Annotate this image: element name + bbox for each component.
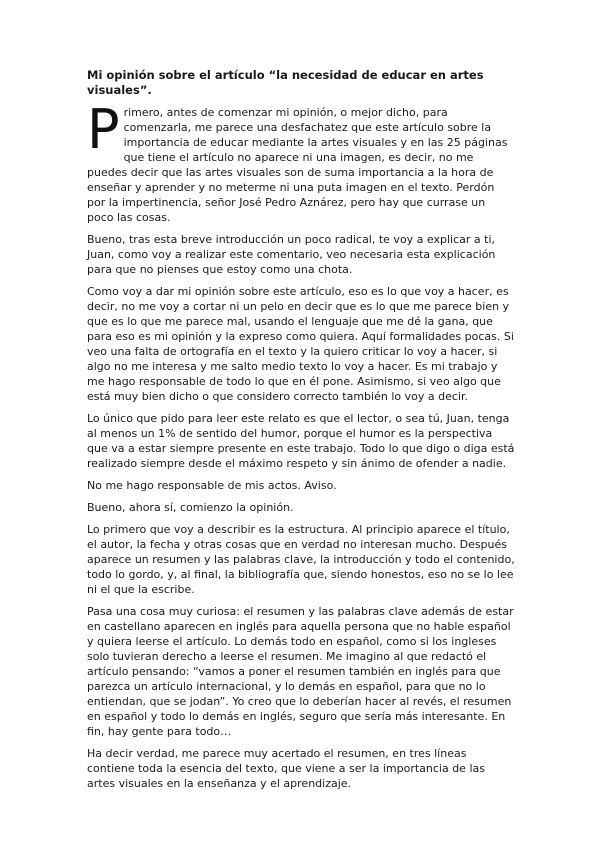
drop-cap-letter: P	[87, 98, 120, 161]
body-paragraph: No me hago responsable de mis actos. Aviso.	[87, 479, 337, 492]
body-paragraph: Ha decir verdad, me parece muy acertado el resumen, en tres líneas contiene toda la esencia del texto, que viene a ser la importancia de las artes visuales en la enseñanza y el aprendizaje.	[87, 747, 485, 790]
document-title: Mi opinión sobre el artículo “la necesidad de educar en artes visuales”.	[87, 68, 484, 97]
body-paragraph: Lo primero que voy a describir es la estructura. Al principio aparece el título, el autor, la fecha y otras cosas que en verdad no interesan mucho. Después aparece un resumen y las palabras clave, la introducción y todo el contenido, todo lo gordo, y, al final, la bibliografía que, siendo honestos, eso no se lo lee ni el que la escribe.	[87, 523, 515, 596]
body-paragraph: Pasa una cosa muy curiosa: el resumen y las palabras clave además de estar en castellano aparecen en inglés para aquella persona que no hable español y quiera leerse el artículo. Lo demás todo en español, como si los ingleses solo tuvieran derecho a leerse el resumen. Me imagino al que redactó el artículo pensando: “vamos a poner el resumen también en inglés para que parezca un artículo internacional, y lo demás en español, para que no lo entiendan, que se jodan”. Yo creo que lo deberían hacer al revés, el resumen en español y todo lo demás en inglés, seguro que sería más interesante. En fin, hay gente para todo…	[87, 605, 514, 738]
intro-paragraph	[87, 98, 515, 225]
body-paragraph: Bueno, tras esta breve introducción un poco radical, te voy a explicar a ti, Juan, como voy a realizar este comentario, veo necesaria esta explicación para que no pienses que estoy como una chota.	[87, 233, 496, 276]
document-page	[87, 68, 515, 798]
intro-paragraph-text: rimero, antes de comenzar mi opinión, o mejor dicho, para comenzarla, me parece una desfachatez que este artículo sobre la importancia de educar mediante la artes visuales y en las 25 páginas que tiene el artículo no aparece ni una imagen, es decir, no me puedes decir que las artes visuales son de suma importancia a la hora de enseñar y aprender y no meterme ni una puta imagen en el texto. Perdón por la impertinencia, señor José Pedro Aznárez, pero hay que currase un poco las cosas.	[87, 106, 508, 224]
body-paragraph: Como voy a dar mi opinión sobre este artículo, eso es lo que voy a hacer, es decir, no me voy a cortar ni un pelo en decir que es lo que me parece bien y que es lo que me parece mal, usando el lenguaje que me dé la gana, que para eso es mi opinión y la expreso como quiera. Aquí formalidades pocas. Si veo una falta de ortografía en el texto y la quiero criticar lo voy a hacer, si algo no me interesa y me salto medio texto lo voy a hacer. Es mi trabajo y me hago responsable de todo lo que en él pone. Asimismo, si veo algo que está muy bien dicho o que considero correcto también lo voy a decir.	[87, 285, 514, 403]
body-paragraph: Lo único que pido para leer este relato es que el lector, o sea tú, Juan, tenga al menos un 1% de sentido del humor, porque el humor es la perspectiva que va a estar siempre presente en este trabajo. Todo lo que digo o diga está realizado siempre desde el máximo respeto y sin ánimo de ofender a nadie.	[87, 412, 515, 470]
body-paragraph: Bueno, ahora sí, comienzo la opinión.	[87, 501, 294, 514]
